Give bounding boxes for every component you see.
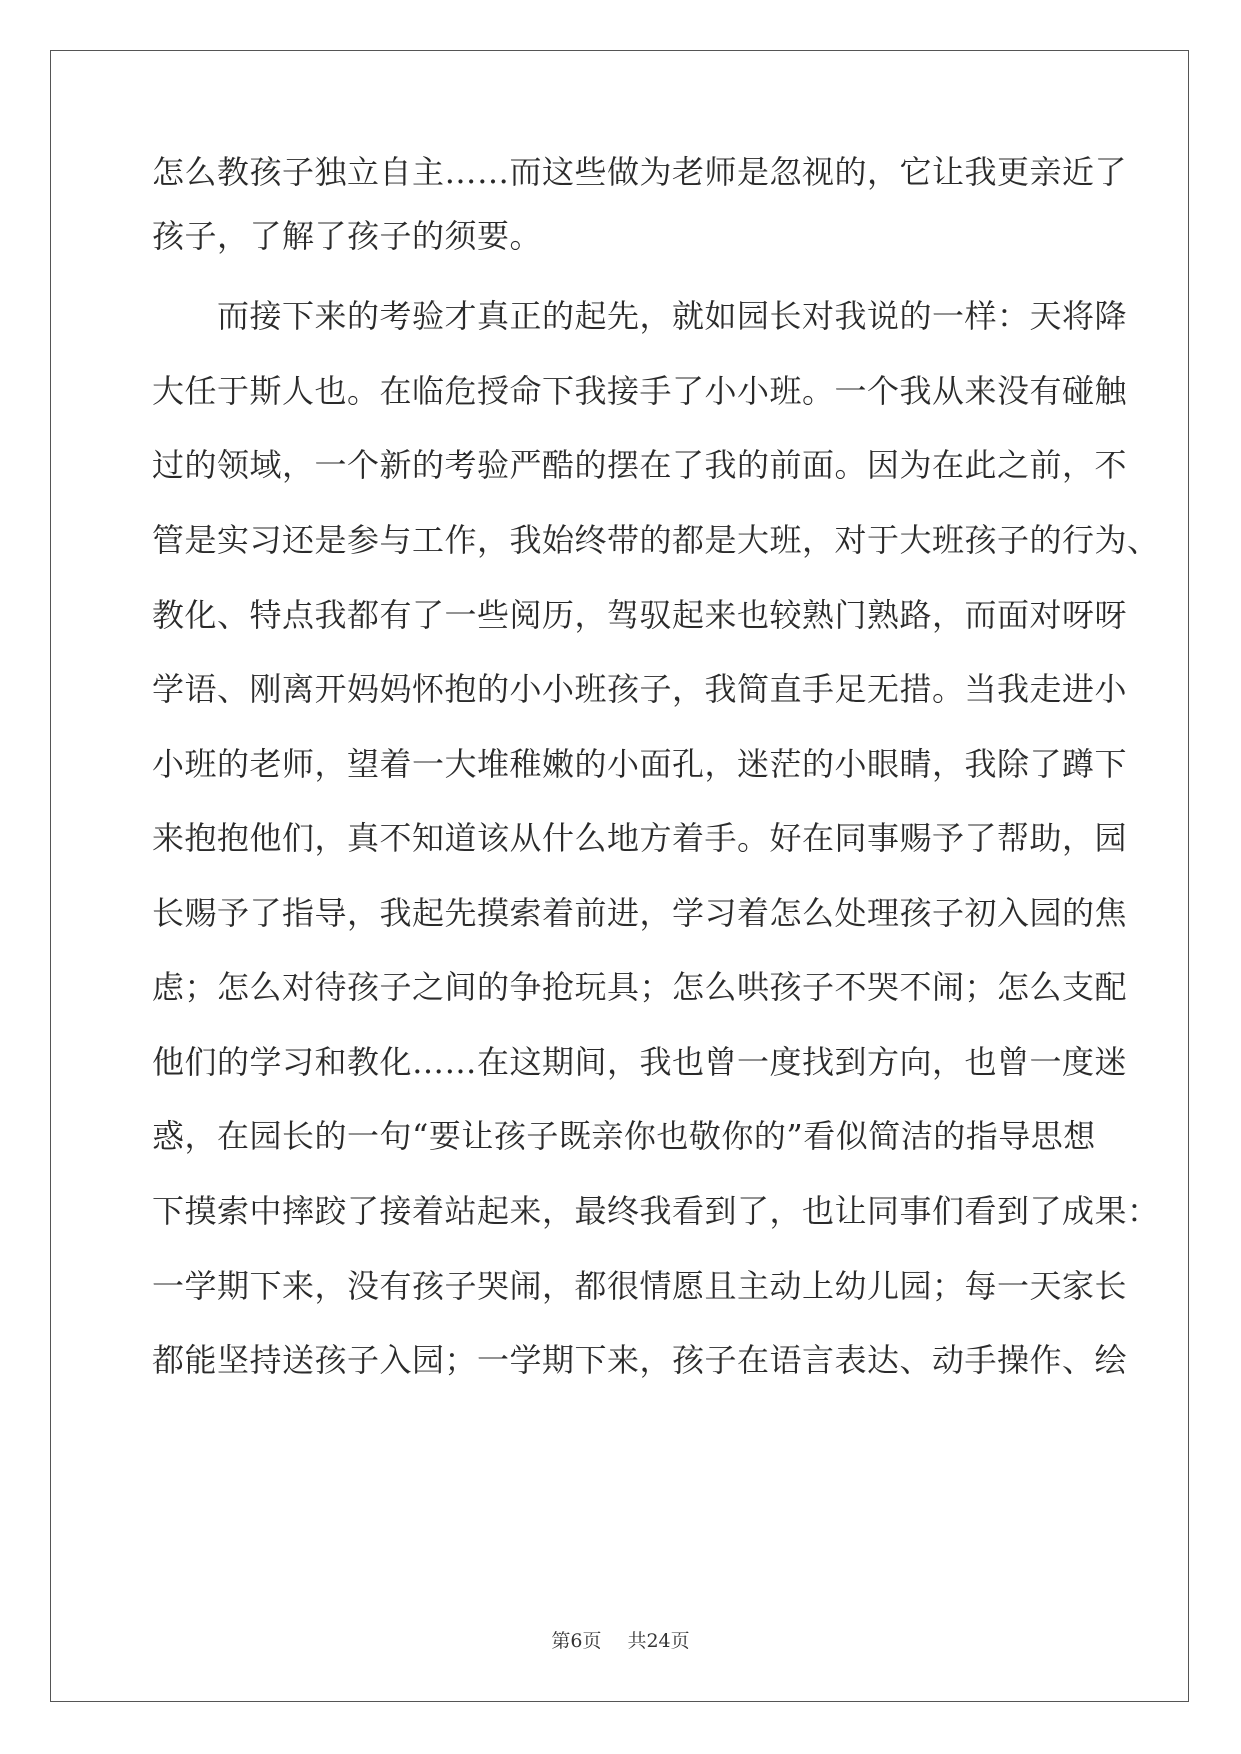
text-line: 惑，在园长的一句“要让孩子既亲你也敬你的”看似简洁的指导思想 <box>152 1117 1096 1155</box>
page-number: 第6页 <box>551 1630 602 1652</box>
text-line: 过的领域，一个新的考验严酷的摆在了我的前面。因为在此之前，不 <box>152 446 1128 484</box>
text-line: 来抱抱他们，真不知道该从什么地方着手。好在同事赐予了帮助，园 <box>152 819 1128 857</box>
text-line: 教化、特点我都有了一些阅历，驾驭起来也较熟门熟路，而面对呀呀 <box>152 596 1128 634</box>
text-line: 而接下来的考验才真正的起先，就如园长对我说的一样：天将降 <box>152 297 1128 335</box>
text-line: 怎么教孩子独立自主……而这些做为老师是忽视的，它让我更亲近了 <box>152 153 1128 191</box>
text-line: 学语、刚离开妈妈怀抱的小小班孩子，我简直手足无措。当我走进小 <box>152 670 1128 708</box>
page-footer <box>0 1626 1241 1653</box>
text-line: 小班的老师，望着一大堆稚嫩的小面孔，迷茫的小眼睛，我除了蹲下 <box>152 745 1128 783</box>
page-total: 共24页 <box>627 1630 690 1652</box>
text-line: 管是实习还是参与工作，我始终带的都是大班，对于大班孩子的行为、 <box>152 521 1160 559</box>
text-line: 他们的学习和教化……在这期间，我也曾一度找到方向，也曾一度迷 <box>152 1043 1128 1081</box>
text-line: 孩子，了解了孩子的须要。 <box>152 217 543 255</box>
text-line: 虑；怎么对待孩子之间的争抢玩具；怎么哄孩子不哭不闹；怎么支配 <box>152 968 1128 1006</box>
text-line: 一学期下来，没有孩子哭闹，都很情愿且主动上幼儿园；每一天家长 <box>152 1267 1128 1305</box>
text-line: 大任于斯人也。在临危授命下我接手了小小班。一个我从来没有碰触 <box>152 372 1128 410</box>
text-line: 都能坚持送孩子入园；一学期下来，孩子在语言表达、动手操作、绘 <box>152 1341 1128 1379</box>
text-line: 下摸索中摔跤了接着站起来，最终我看到了，也让同事们看到了成果： <box>152 1192 1160 1230</box>
text-line: 长赐予了指导，我起先摸索着前进，学习着怎么处理孩子初入园的焦 <box>152 894 1128 932</box>
